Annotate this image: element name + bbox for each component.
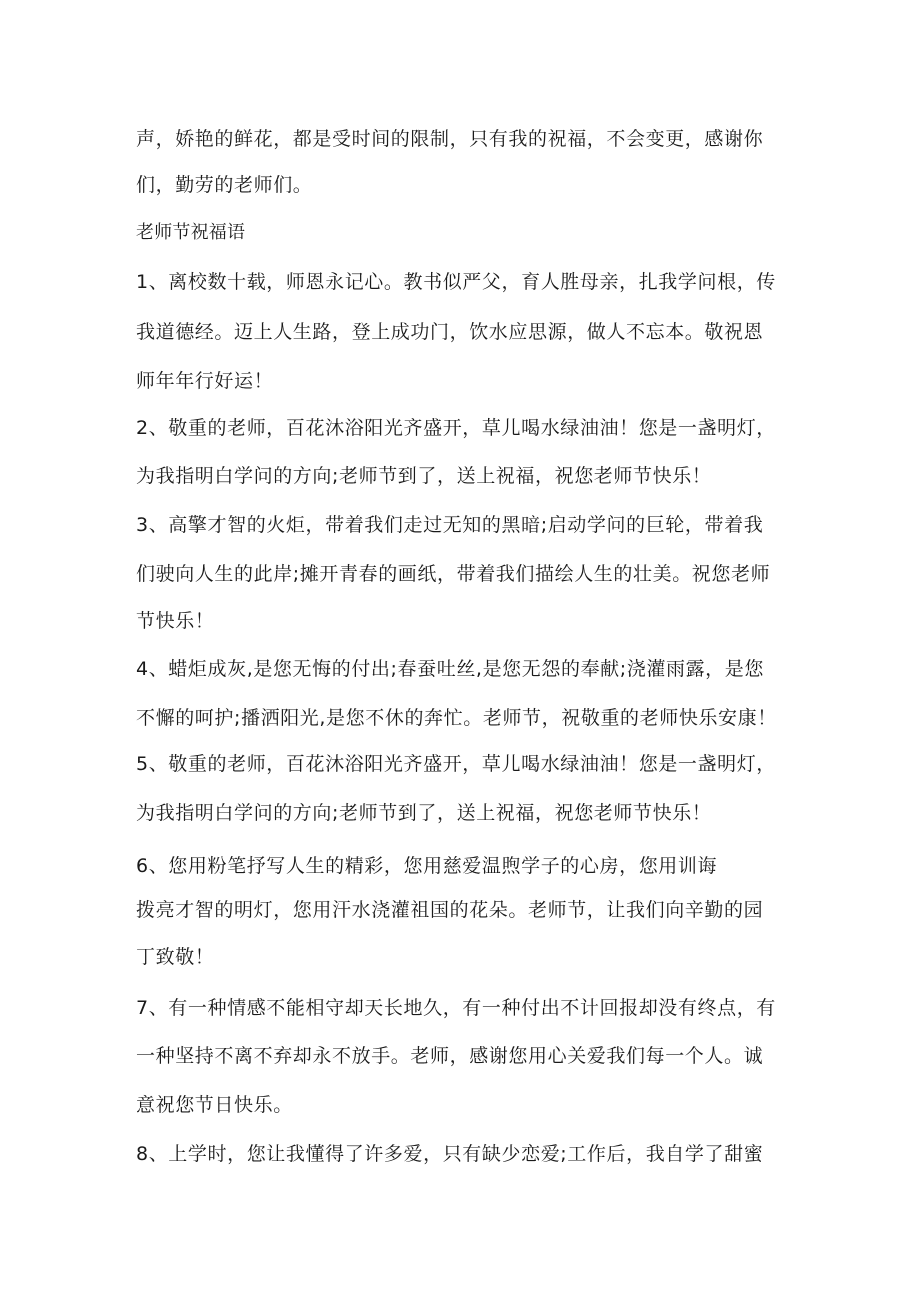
list-item: 7、有一种情感不能相守却天长地久，有一种付出不计回报却没有终点，有	[136, 997, 776, 1019]
list-item: 3、高擎才智的火炬，带着我们走过无知的黑暗;启动学问的巨轮，带着我	[136, 514, 764, 536]
list-item: 5、敬重的老师，百花沐浴阳光齐盛开，草儿喝水绿油油！您是一盏明灯，	[136, 753, 776, 775]
text-line: 丁致敬！	[136, 946, 215, 968]
text-line: 们，勤劳的老师们。	[136, 174, 313, 196]
text-line: 意祝您节日快乐。	[136, 1094, 293, 1116]
section-heading: 老师节祝福语	[136, 222, 246, 243]
text-line: 一种坚持不离不弃却永不放手。老师，感谢您用心关爱我们每一个人。诚	[136, 1045, 764, 1067]
text-line: 拨亮才智的明灯，您用汗水浇灌祖国的花朵。老师节，让我们向辛勤的园	[136, 899, 764, 921]
list-item: 8、上学时，您让我懂得了许多爱，只有缺少恋爱;工作后，我自学了甜蜜	[136, 1143, 764, 1165]
text-line: 不懈的呵护;播洒阳光,是您不休的奔忙。老师节，祝敬重的老师快乐安康！	[136, 707, 777, 729]
text-line: 声，娇艳的鲜花，都是受时间的限制，只有我的祝福，不会变更，感谢你	[136, 128, 764, 150]
text-line: 为我指明白学问的方向;老师节到了，送上祝福，祝您老师节快乐！	[136, 802, 712, 824]
text-line: 师年年行好运！	[136, 370, 274, 392]
text-line: 节快乐！	[136, 610, 215, 632]
list-item: 2、敬重的老师，百花沐浴阳光齐盛开，草儿喝水绿油油！您是一盏明灯，	[136, 417, 776, 439]
text-line: 们驶向人生的此岸;摊开青春的画纸，带着我们描绘人生的壮美。祝您老师	[136, 563, 771, 585]
list-item: 4、蜡炬成灰,是您无悔的付出;春蚕吐丝,是您无怨的奉献;浇灌雨露，是您	[136, 658, 764, 680]
text-line: 为我指明白学问的方向;老师节到了，送上祝福，祝您老师节快乐！	[136, 465, 712, 487]
text-line: 我道德经。迈上人生路，登上成功门，饮水应思源，做人不忘本。敬祝恩	[136, 321, 764, 343]
list-item: 6、您用粉笔抒写人生的精彩，您用慈爱温煦学子的心房，您用训诲	[136, 855, 718, 877]
list-item: 1、离校数十载，师恩永记心。教书似严父，育人胜母亲，扎我学问根，传	[136, 271, 776, 293]
